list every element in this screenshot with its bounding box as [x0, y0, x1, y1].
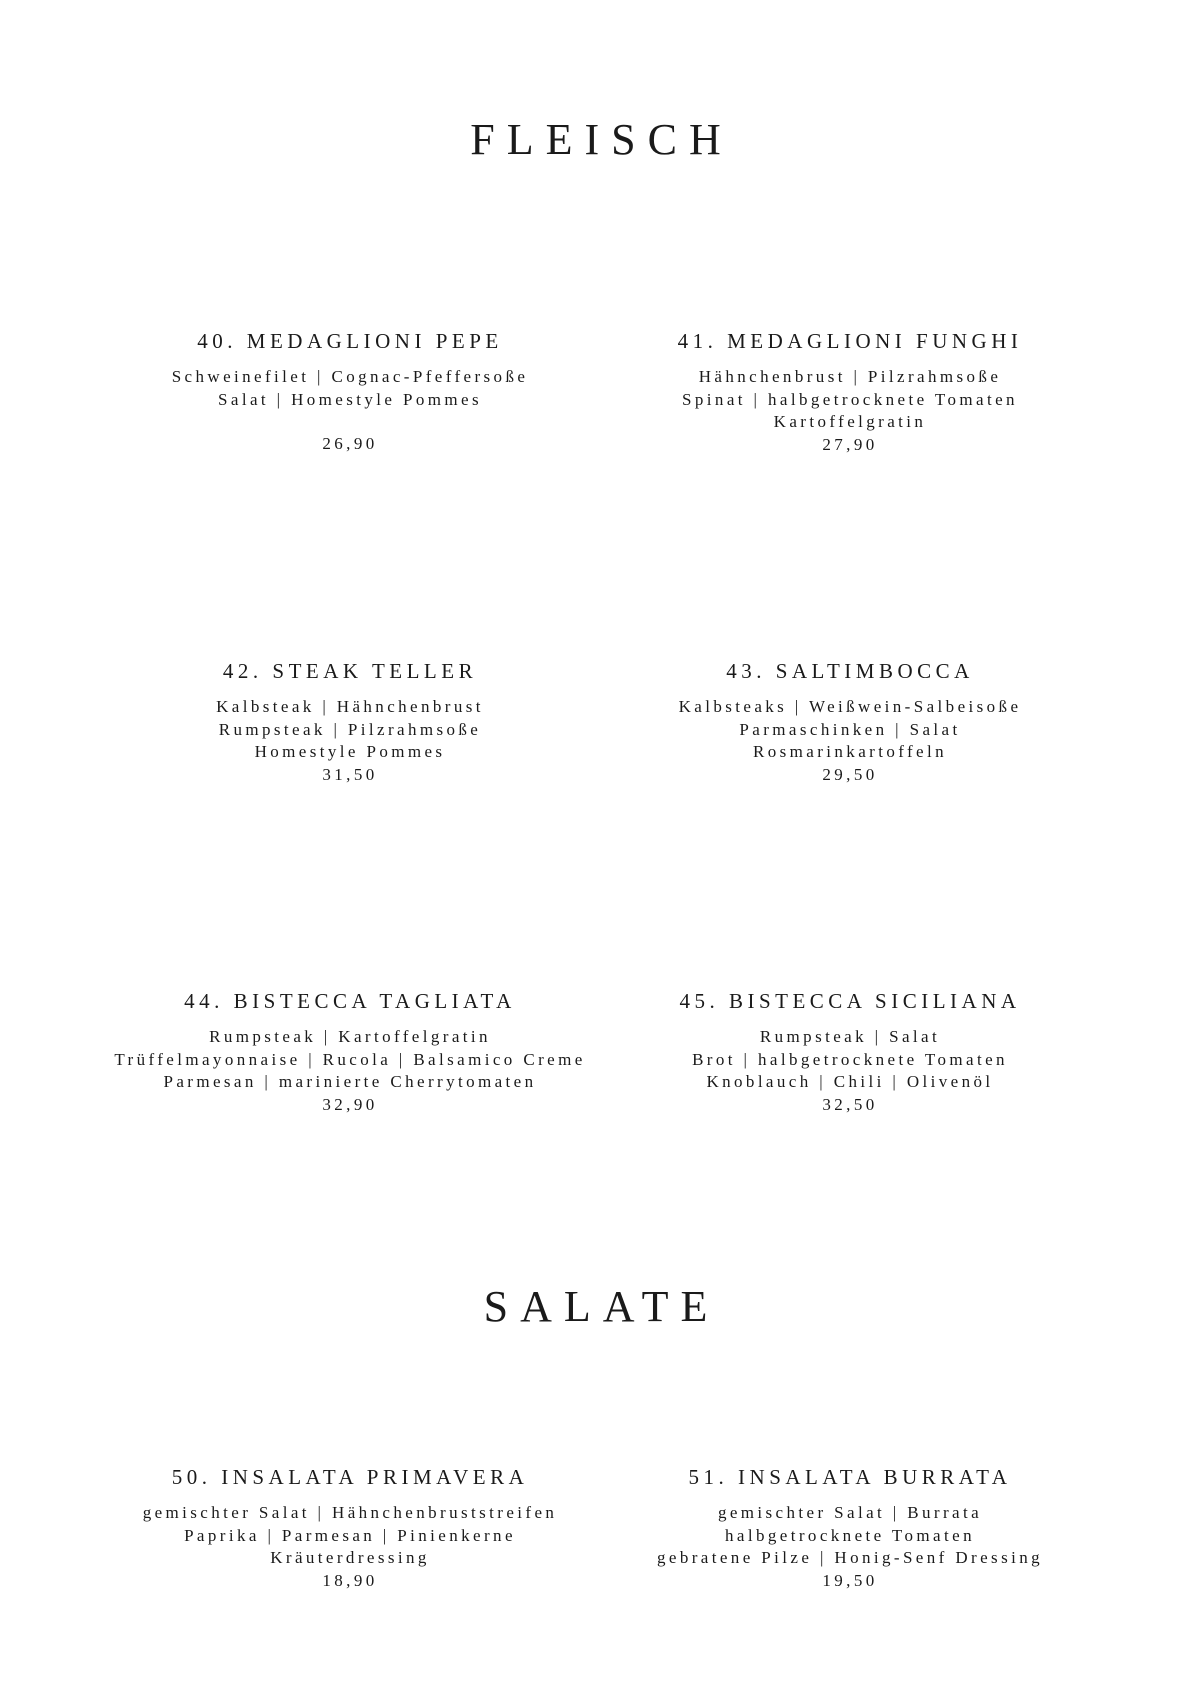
menu-item-description: Salat | Homestyle Pommes	[218, 389, 482, 409]
menu-item-title: 40. MEDAGLIONI PEPE	[197, 329, 503, 353]
menu-item-description: Kalbsteaks | Weißwein-Salbeisoße	[678, 697, 1022, 716]
menu-item-40	[60, 331, 640, 456]
menu-item-title: 51. INSALATA BURRATA	[688, 1465, 1012, 1489]
menu-item-title: 42. STEAK TELLER	[222, 659, 478, 683]
menu-item-price: 31,50	[322, 764, 378, 784]
menu-item-description: Parmesan | marinierte Cherrytomaten	[163, 1072, 537, 1091]
menu-item-price: 27,90	[822, 434, 878, 454]
menu-item-description: gebratene Pilze | Honig-Senf Dressing	[656, 1548, 1044, 1567]
section-title-salate: SALATE	[483, 1282, 720, 1331]
menu-item-description: Trüffelmayonnaise | Rucola | Balsamico Creme	[114, 1049, 586, 1069]
menu-item-description: halbgetrocknete Tomaten	[725, 1525, 975, 1545]
menu-item-description: Rosmarinkartoffeln	[752, 742, 948, 761]
menu-item-title: 44. BISTECCA TAGLIATA	[184, 989, 516, 1013]
menu-item-description: Kräuterdressing	[270, 1548, 430, 1567]
menu-item-price: 19,50	[822, 1570, 878, 1590]
menu-item-45	[560, 991, 1140, 1116]
menu-item-description: Spinat | halbgetrocknete Tomaten	[682, 389, 1018, 409]
menu-item-description: Homestyle Pommes	[254, 742, 446, 761]
menu-item-price: 18,90	[322, 1570, 378, 1590]
menu-item-51	[560, 1467, 1140, 1592]
menu-item-description: gemischter Salat | Burrata	[717, 1503, 983, 1522]
menu-item-description: Brot | halbgetrocknete Tomaten	[692, 1049, 1008, 1069]
menu-item-title: 41. MEDAGLIONI FUNGHI	[677, 329, 1023, 353]
menu-item-price: 32,90	[322, 1094, 378, 1114]
menu-item-title: 43. SALTIMBOCCA	[726, 659, 974, 683]
menu-item-description: Rumpsteak | Kartoffelgratin	[209, 1027, 491, 1046]
menu-item-price: 29,50	[822, 764, 878, 784]
menu-item-50	[60, 1467, 640, 1592]
menu-item-description: Hähnchenbrust | Pilzrahmsoße	[698, 367, 1002, 386]
menu-item-description: Schweinefilet | Cognac-Pfeffersoße	[171, 367, 529, 386]
menu-item-42	[60, 661, 640, 786]
menu-item-price: 32,50	[822, 1094, 878, 1114]
menu-item-price: 26,90	[322, 434, 378, 453]
section-title-fleisch: FLEISCH	[470, 115, 733, 164]
menu-item-description: Paprika | Parmesan | Pinienkerne	[184, 1525, 516, 1545]
menu-item-description: Rumpsteak | Pilzrahmsoße	[218, 719, 482, 739]
menu-item-description: Kalbsteak | Hähnchenbrust	[216, 697, 484, 716]
menu-item-title: 50. INSALATA PRIMAVERA	[171, 1465, 529, 1489]
menu-item-description: gemischter Salat | Hähnchenbruststreifen	[142, 1503, 558, 1522]
menu-item-43	[560, 661, 1140, 786]
menu-item-description: Kartoffelgratin	[773, 412, 927, 431]
menu-item-description: Knoblauch | Chili | Olivenöl	[706, 1072, 994, 1091]
menu-item-41	[560, 331, 1140, 456]
menu-item-description: Parmaschinken | Salat	[739, 719, 961, 739]
menu-item-title: 45. BISTECCA SICILIANA	[679, 989, 1021, 1013]
menu-item-description: Rumpsteak | Salat	[759, 1027, 941, 1046]
